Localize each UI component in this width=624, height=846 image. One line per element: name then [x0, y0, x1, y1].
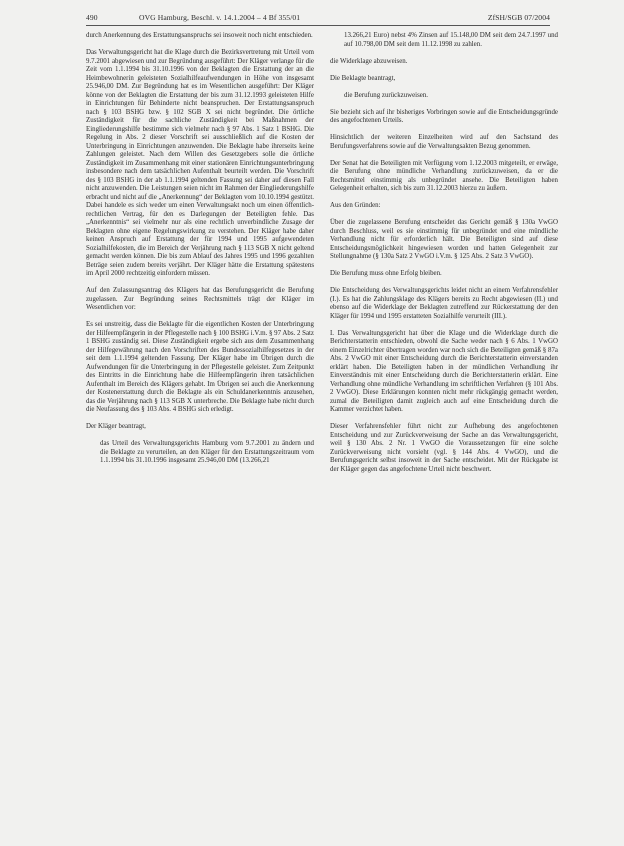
- paragraph: Die Beklagte beantragt,: [330, 74, 396, 82]
- paragraph: Die Berufung muss ohne Erfolg bleiben.: [330, 270, 442, 277]
- paragraph: durch Anerkennung des Erstattungsanspruchs sei insoweit noch nicht entschieden.: [86, 32, 313, 39]
- paragraph: Dieser Verfahrensfehler führt nicht zur Aufhebung des angefochtenen Entscheidung und zur Zurückverweisung der Sache an das Verwaltungsgericht, weil § 130 Abs. 2 Nr. 1 VwGO die Voraussetzungen für eine solche Zurückverweisung nicht vorsieht (vgl. § 144 Abs. 4 VwGO), und die Berufungsgericht selbst insoweit in der Sache entscheidet. Mit der Rückgabe ist der Kläger gegen das angefochtene Urteil nicht beschwert.: [330, 423, 558, 473]
- paragraph: Das Verwaltungsgericht hat die Klage durch die Bezirksvertretung mit Urteil vom 9.7.2001 abgewiesen und zur Begründung ausgeführt: Der Kläger verlange für die Zeit vom 1.1.1994 bis 31.10.1996 von der Beklagten die Erstattung der an die Heimbewohnerin geleisteten Sozialhilfeaufwendungen in Höhe von insgesamt 25.946,00 DM. Zur Begründung hat es im Wesentlichen ausgeführt: Der Kläger könne von der Beklagten die Erstattung der bis zum 31.12.1993 geleisteten Hilfe in Einrichtungen für Behinderte nicht beanspruchen. Der Erstattungsanspruch nach § 103 BSHG bzw. § 102 SGB X sei nicht begründet. Die örtliche Zuständigkeit für die sachliche Zuständigkeit bei Maßnahmen der Eingliederungshilfe bestimme sich vielmehr nach § 97 Abs. 1 Satz 1 BSHG. Die Regelung in Abs. 2 dieser Vorschrift sei ausschließlich auf die Kosten der Unterbringung in Einrichtungen anzuwenden. Die Beklagte habe ihrerseits keine Zahlungen geleistet. Nach dem Willen des Gesetzgebers solle die örtliche Zuständigkeit im Zusammenhang mit einer stationären Einrichtungsunterbringung insbesondere nach dem tatsächlichen Aufenthalt beurteilt werden. Die Vorschrift des § 103 BSHG in der ab 1.1.1994 geltenden Fassung sei daher auf diesen Fall nicht anzuwenden. Die Leistungen seien nicht im Rahmen der Eingliederungshilfe erbracht und nicht auf die „Anerkennung“ der Beklagten vom 10.10.1994 gestützt. Dabei handele es sich weder um einen Verwaltungsakt noch um einen öffentlich-rechtlichen Vertrag, für den es Darlegungen der Beteiligten fehle. Das „Anerkenntnis“ sei vielmehr nur als eine rechtlich unverbindliche Zusage der Beklagten ohne eigene Regelungswirkung zu verstehen. Der Kläger habe daher keinen Anspruch auf Erstattung der für 1994 und 1995 aufgewendeten Sozialhilfekosten, die im Bereich der Verjährung nach § 113 SGB X nicht geltend gemacht werden können. Die bis zum Ablauf des Jahres 1995 und 1996 gezahlten Beträge seien zudem bereits verjährt. Der Kläger hätte die Erstattung spätestens im April 2000 rechtzeitig einfordern müssen.: [86, 49, 314, 277]
- right-column: [330, 32, 558, 474]
- paragraph-indented: 13.266,21 Euro) nebst 4% Zinsen auf 15.148,00 DM seit dem 24.7.1997 und auf 10.798,00 DM seit dem 11.12.1998 zu zahlen.: [344, 32, 558, 48]
- paragraph: Der Kläger beantragt,: [86, 423, 146, 430]
- paragraph: Der Senat hat die Beteiligten mit Verfügung vom 1.12.2003 mitgeteilt, er erwäge, die Berufung ohne mündliche Verhandlung zurückzuweisen, da er die Rechtsmittel einstimmig als unbegründet ansehe. Die Beteiligten haben Gelegenheit erhalten, sich bis zum 31.12.2003 hierzu zu äußern.: [330, 159, 558, 192]
- section-heading: Aus den Gründen:: [330, 202, 381, 209]
- paragraph: I. Das Verwaltungsgericht hat über die Klage und die Widerklage durch die Berichterstatterin entschieden, obwohl die Sache weder nach § 6 Abs. 1 VwGO einem Einzelrichter übertragen worden war noch sich die Beteiligten gemäß § 87a Abs. 2 VwGO mit einer Entscheidung durch die Berichterstatterin einverstanden erklärt haben. Die Beteiligten haben in der mündlichen Verhandlung ihr Einverständnis mit einer Entscheidung durch die Berichterstatterin erklärt. Eine Verhandlung ohne mündliche Verhandlung im schriftlichen Verfahren (§ 101 Abs. 2 VwGO). Diese Erklärungen konnten nicht mehr rückgängig gemacht werden, zumal die Beteiligten damit zugleich auch auf eine Entscheidung durch die Kammer verzichtet haben.: [330, 329, 558, 413]
- issue-reference: ZfSH/SGB 07/2004: [487, 13, 550, 22]
- paragraph-indented: die Berufung zurückzuweisen.: [344, 91, 428, 99]
- left-column: [86, 32, 314, 466]
- paragraph-indented: das Urteil des Verwaltungsgerichts Hamburg vom 9.7.2001 zu ändern und die Beklagte zu verurteilen, an den Kläger für den Erstattungszeitraum vom 1.1.1994 bis 31.10.1996 insgesamt 25.946,00 DM (13.266,21: [100, 440, 314, 464]
- page-header: [86, 10, 550, 26]
- page-number: 490: [86, 13, 98, 22]
- paragraph: Hinsichtlich der weiteren Einzelheiten wird auf den Sachstand des Berufungsverfahrens sowie auf die Verwaltungsakten Bezug genommen.: [330, 134, 558, 150]
- paragraph: Sie bezieht sich auf ihr bisheriges Vorbringen sowie auf die Entscheidungsgründe des angefochtenen Urteils.: [330, 108, 558, 124]
- paragraph: die Widerklage abzuweisen.: [330, 57, 408, 65]
- paragraph: Über die zugelassene Berufung entscheidet das Gericht gemäß § 130a VwGO durch Beschluss, weil es sie einstimmig für unbegründet und eine mündliche Verhandlung nicht für erforderlich hält. Die Beteiligten sind auf diese Entscheidungsmöglichkeit hingewiesen worden und hatten Gelegenheit zur Stellungnahme (§ 130a Satz 2 VwGO i.V.m. § 125 Abs. 2 Satz 3 VwGO).: [330, 219, 558, 260]
- court-reference: OVG Hamburg, Beschl. v. 14.1.2004 – 4 Bf 355/01: [139, 13, 301, 22]
- paragraph: Es sei unstreitig, dass die Beklagte für die eigentlichen Kosten der Unterbringung der Hilfeempfängerin in der Pflegestelle nach § 100 BSHG i.V.m. § 97 Abs. 2 Satz 1 BSHG zuständig sei. Diese Zuständigkeit ergebe sich aus dem Zusammenhang der Hilfegewährung nach den Vorschriften des Bundessozialhilfegesetzes in der seit dem 1.1.1994 geltenden Fassung. Der Kläger habe im Übrigen durch die Aufwendungen für die Unterbringung in der Pflegestelle geleistet. Zum Zeitpunkt des Eintritts in die Einrichtung habe die Hilfeempfängerin ihren tatsächlichen Aufenthalt im Bereich des Klägers gehabt. Im Übrigen sei auch die Anerkennung der Kostenerstattung durch die Beklagte als ein Schuldanerkenntnis anzusehen, das die Verjährung nach § 113 SGB X unterbreche. Die Beklagte habe nicht durch die Neufassung des § 103 Abs. 4 BSHG sich erledigt.: [86, 321, 314, 413]
- paragraph: Die Entscheidung des Verwaltungsgerichts leidet nicht an einem Verfahrensfehler (I.). Es hat die Zahlungsklage des Klägers bereits zu Recht abgewiesen (II.) und ebenso auf die Widerklage der Beklagten zutreffend zur Rückerstattung der den Kläger für 1994 und 1995 erstatteten Sozialhilfe verurteilt (III.).: [330, 287, 558, 320]
- paragraph: Auf den Zulassungsantrag des Klägers hat das Berufungsgericht die Berufung zugelassen. Zur Begründung seines Rechtsmittels trägt der Kläger im Wesentlichen vor:: [86, 287, 314, 311]
